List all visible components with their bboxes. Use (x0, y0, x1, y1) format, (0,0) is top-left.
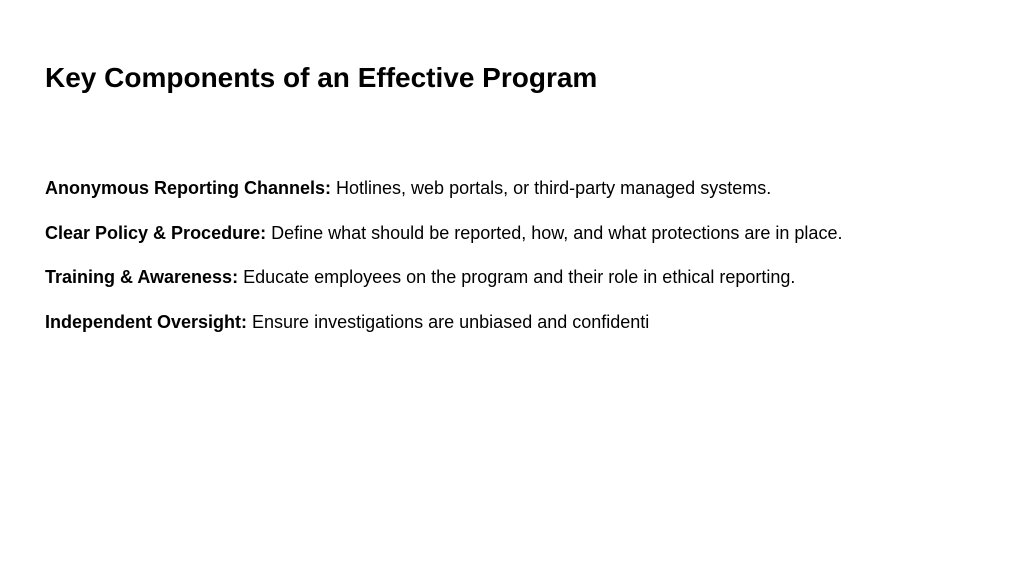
item-term: Training & Awareness: (45, 267, 239, 287)
list-item (45, 219, 1005, 247)
item-description: Hotlines, web portals, or third-party managed systems. (331, 178, 772, 198)
components-list (45, 174, 1005, 352)
slide-title: Key Components of an Effective Program (45, 62, 598, 93)
item-term: Independent Oversight: (45, 311, 248, 332)
item-description: Ensure investigations are unbiased and confidenti (247, 311, 650, 332)
item-description: Educate employees on the program and their role in ethical reporting. (238, 267, 796, 287)
item-description: Define what should be reported, how, and what protections are in place. (266, 222, 843, 243)
list-item (45, 263, 1005, 291)
item-term: Clear Policy & Procedure: (45, 222, 267, 243)
list-item (45, 308, 1005, 336)
item-term: Anonymous Reporting Channels: (45, 178, 332, 198)
list-item (45, 174, 1005, 202)
